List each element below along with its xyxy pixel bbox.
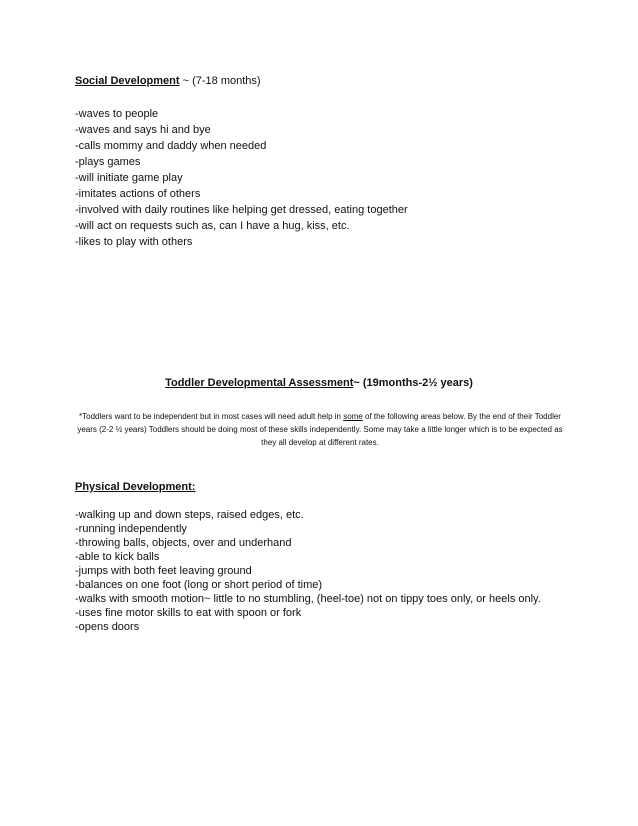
list-item: -throwing balls, objects, over and underhand xyxy=(75,537,292,549)
list-item: -able to kick balls xyxy=(75,551,160,563)
list-item: -will act on requests such as, can I have a hug, kiss, etc. xyxy=(75,220,350,232)
toddler-assessment-title xyxy=(0,376,638,390)
list-item: -balances on one foot (long or short period of time) xyxy=(75,579,323,591)
list-item: -calls mommy and daddy when needed xyxy=(75,140,267,152)
list-item: -imitates actions of others xyxy=(75,188,201,200)
physical-development-heading: Physical Development: xyxy=(75,481,196,493)
note-text-emphasis: some xyxy=(343,412,363,421)
list-item: -jumps with both feet leaving ground xyxy=(75,565,252,577)
list-item: -uses fine motor skills to eat with spoon or fork xyxy=(75,607,302,619)
list-item: -likes to play with others xyxy=(75,236,193,248)
social-development-heading-age: ~ (7-18 months) xyxy=(179,75,261,87)
list-item: -walking up and down steps, raised edges, etc. xyxy=(75,509,304,521)
toddler-assessment-title-main: Toddler Developmental Assessment xyxy=(165,377,354,389)
physical-development-section xyxy=(75,480,615,634)
toddler-assessment-note xyxy=(70,410,570,449)
list-item: -plays games xyxy=(75,156,141,168)
social-development-heading xyxy=(75,74,595,88)
note-text-after: of the following areas below. By the end of their Toddler years (2-2 ½ years) Toddlers should be doing most of these skills independently. Some may take a little longer which is to be expected as they all develop at different rates. xyxy=(77,412,563,447)
list-item: -will initiate game play xyxy=(75,172,183,184)
social-development-heading-title: Social Development xyxy=(75,75,180,87)
list-item: -waves to people xyxy=(75,108,159,120)
physical-development-list xyxy=(75,508,615,634)
social-development-list xyxy=(75,106,595,250)
note-text-before: *Toddlers want to be independent but in most cases will need adult help in xyxy=(79,412,344,421)
list-item: -waves and says hi and bye xyxy=(75,124,211,136)
toddler-assessment-title-age: ~ (19months-2½ years) xyxy=(353,377,473,389)
list-item: -running independently xyxy=(75,523,187,535)
list-item: -walks with smooth motion~ little to no stumbling, (heel-toe) not on tippy toes only, or heels only. xyxy=(75,593,541,605)
list-item: -involved with daily routines like helping get dressed, eating together xyxy=(75,204,408,216)
social-development-section xyxy=(75,74,595,250)
list-item: -opens doors xyxy=(75,621,140,633)
